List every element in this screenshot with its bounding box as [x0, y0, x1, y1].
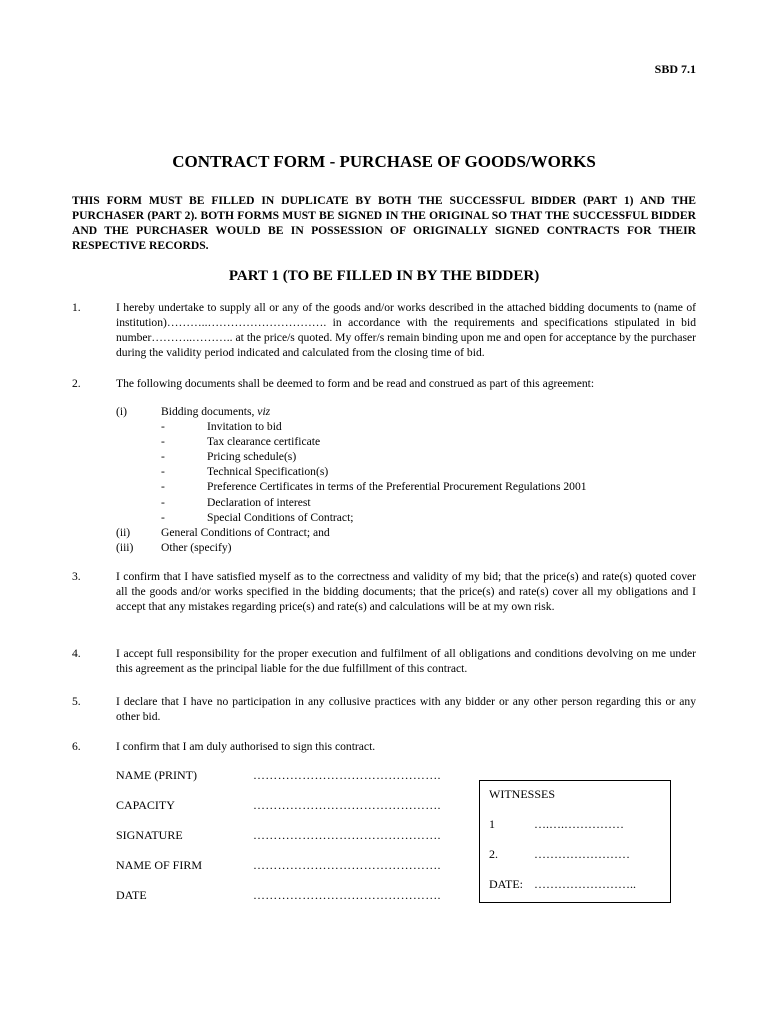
dash-marker: - [161, 420, 165, 434]
signature-field [116, 858, 476, 888]
clause-5 [72, 694, 696, 724]
list-item [116, 404, 676, 419]
dash-marker: - [161, 495, 165, 509]
signature-line[interactable]: ………………………………………. [253, 828, 441, 842]
clause-text: I accept full responsibility for the proper execution and fulfilment of all obligations and conditions devolving on me under this agreement as the principal liable for the due fulfillment of this contract. [116, 647, 696, 675]
sub-item-label: Invitation to bid [207, 420, 282, 434]
item-number: (ii) [116, 525, 131, 539]
signature-field [116, 828, 476, 858]
firm-name-line[interactable]: ………………………………………. [253, 858, 441, 872]
sub-item-label: Special Conditions of Contract; [207, 510, 354, 524]
dash-marker: - [161, 450, 165, 464]
field-label: DATE [116, 888, 147, 902]
clause-2 [72, 376, 696, 391]
witness-1-line[interactable]: ….….…………… [534, 817, 624, 831]
page-title: CONTRACT FORM - PURCHASE OF GOODS/WORKS [172, 152, 596, 171]
clause-text: I confirm that I have satisfied myself as to the correctness and validity of my bid; that the price(s) and rate(s) quoted cover all the goods and/or works specified in the bidding documents; that the price(s) and rate(s) cover all my obligations and I accept that any mistakes regarding price(s) and rate(s) and calculations will be at my own risk. [116, 570, 696, 613]
documents-list [116, 404, 676, 555]
part-heading: PART 1 (TO BE FILLED IN BY THE BIDDER) [228, 268, 540, 284]
witness-date-label: DATE: [489, 877, 523, 891]
item-label: General Conditions of Contract; and [161, 525, 330, 539]
capacity-line[interactable]: ………………………………………. [253, 798, 441, 812]
witness-date-line[interactable]: …………………….. [534, 877, 636, 891]
clause-text: I confirm that I am duly authorised to sign this contract. [116, 740, 376, 753]
list-item [116, 525, 676, 540]
clause-3 [72, 569, 696, 614]
dash-marker: - [161, 435, 165, 449]
date-line[interactable]: ………………………………………. [253, 888, 441, 902]
witness-1-label: 1 [489, 817, 495, 831]
clause-text: I declare that I have no participation in any collusive practices with any bidder or any other person regarding this or any other bid. [116, 695, 696, 723]
sub-item-label: Preference Certificates in terms of the Preferential Procurement Regulations 2001 [207, 480, 587, 494]
witness-2-line[interactable]: …………………… [534, 847, 630, 861]
intro-notice: THIS FORM MUST BE FILLED IN DUPLICATE BY BOTH THE SUCCESSFUL BIDDER (PART 1) AND THE PURCHASER (PART 2). BOTH FORMS MUST BE SIGNED IN THE ORIGINAL SO THAT THE SUCCESSFUL BIDDER AND THE PURCHASER WOULD BE IN POSSESSION OF ORIGINALLY SIGNED CONTRACTS FOR THEIR RESPECTIVE RECORDS. [72, 194, 696, 252]
item-label-italic: viz [257, 405, 271, 418]
item-number: (iii) [116, 540, 134, 554]
dash-marker: - [161, 465, 165, 479]
clause-number: 2. [72, 377, 81, 390]
sub-list-item [116, 495, 676, 510]
name-print-line[interactable]: ………………………………………. [253, 768, 441, 782]
sub-item-label: Declaration of interest [207, 495, 311, 509]
signature-field [116, 768, 476, 798]
sub-list-item [116, 449, 676, 464]
dash-marker: - [161, 510, 165, 524]
clause-number: 4. [72, 647, 81, 660]
sub-item-label: Technical Specification(s) [207, 465, 329, 479]
clause-1 [72, 300, 696, 360]
sub-list-item [116, 434, 676, 449]
clause-number: 1. [72, 301, 81, 314]
field-label: SIGNATURE [116, 828, 183, 842]
list-item [116, 540, 676, 555]
signature-field [116, 888, 476, 918]
clause-number: 6. [72, 740, 81, 753]
witnesses-title: WITNESSES [489, 787, 555, 801]
witnesses-box [479, 780, 671, 903]
clause-number: 5. [72, 695, 81, 708]
sub-list-item [116, 510, 676, 525]
sub-list-item [116, 479, 676, 494]
field-label: CAPACITY [116, 798, 175, 812]
sub-item-label: Pricing schedule(s) [207, 450, 297, 464]
clause-number: 3. [72, 570, 81, 583]
signature-block [116, 768, 476, 918]
document-code: SBD 7.1 [654, 62, 696, 76]
sub-list-item [116, 464, 676, 479]
signature-field [116, 798, 476, 828]
sub-list-item [116, 419, 676, 434]
clause-text: The following documents shall be deemed to form and be read and construed as part of this agreement: [116, 377, 595, 390]
sub-item-label: Tax clearance certificate [207, 435, 321, 449]
clause-4 [72, 646, 696, 676]
field-label: NAME (PRINT) [116, 768, 197, 782]
item-number: (i) [116, 405, 127, 418]
dash-marker: - [161, 480, 165, 494]
clause-6 [72, 739, 696, 754]
item-label: Other (specify) [161, 540, 232, 554]
item-label: Bidding documents, viz [161, 405, 271, 418]
field-label: NAME OF FIRM [116, 858, 203, 872]
witness-2-label: 2. [489, 847, 498, 861]
clause-text: I hereby undertake to supply all or any of the goods and/or works described in the attached bidding documents to (name of institution)………..…………………………. in accordance with the requirements and specifications stipulated in bid number………..……….. at the price/s quoted. My offer/s remain binding upon me and open for acceptance by the purchaser during the validity period indicated and calculated from the closing time of bid. [116, 301, 696, 359]
